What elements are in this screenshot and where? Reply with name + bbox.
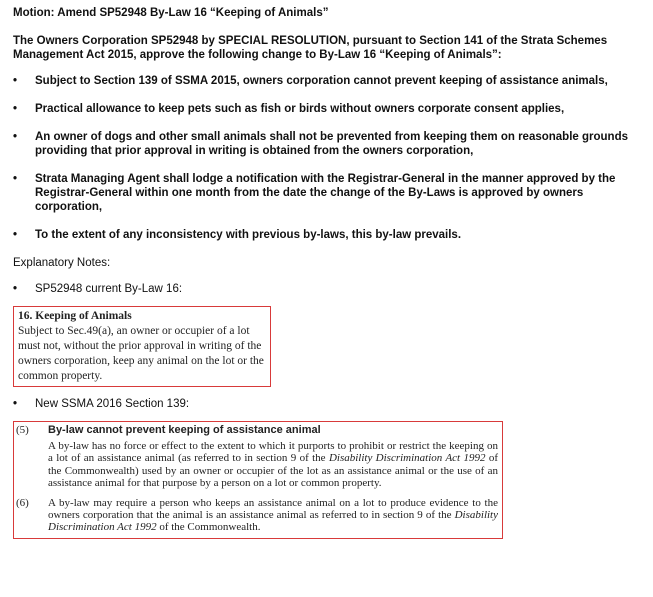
current-bylaw-heading: 16. Keeping of Animals [18,310,132,322]
resolution-text: Practical allowance to keep pets such as fish or birds without owners corporate consent applies, [35,103,565,115]
resolution-text: An owner of dogs and other small animals shall not be prevented from keeping them on reasonable grounds providing that prior approval in writing is obtained from the owners corporation, [35,131,628,157]
bullet-icon: • [13,229,18,241]
clause-text [48,497,498,534]
bullet-icon: • [13,75,18,87]
clause-text [48,440,498,489]
notes-list [13,282,643,296]
document-page [13,6,643,539]
resolution-text: Strata Managing Agent shall lodge a notification with the Registrar-General in the manner approved by the Registrar-General within one month from the date the change of the By-Laws is approved by owners corporation, [35,173,616,213]
resolution-intro: The Owners Corporation SP52948 by SPECIAL RESOLUTION, pursuant to Section 141 of the Strata Schemes Management Act 2015, approve the following change to By-Law 16 “Keeping of Animals”: [13,35,608,61]
bullet-icon: • [13,283,18,295]
note-text: SP52948 current By-Law 16: [35,283,183,295]
bullet-icon: • [13,398,18,410]
clause-number: (6) [16,497,29,510]
note-item [13,282,643,296]
clause-text-part: of the Commonwealth) used by an owner or occupier of the lot as an assistance animal or the use of an assistance animal for that purpose by a person on a lot or common property. [48,452,498,489]
clause-number: (5) [16,424,29,436]
resolution-list [13,74,643,242]
resolution-item [13,228,643,242]
notes-list [13,397,643,411]
motion-title: Motion: Amend SP52948 By-Law 16 “Keeping of Animals” [13,7,329,19]
clause-text-part: A by-law may require a person who keeps an assistance animal on a lot to produce evidence to the owners corporation that the animal is an assistance animal as referred to in section 9 of the [48,497,498,522]
resolution-item [13,130,643,158]
note-text: New SSMA 2016 Section 139: [35,398,190,410]
current-bylaw-text: Subject to Sec.49(a), an owner or occupier of a lot must not, without the prior approval in writing of the owners corporation, keep any animal on the lot or the common property. [18,325,264,382]
bullet-icon: • [13,103,18,115]
current-bylaw-excerpt [13,306,271,387]
clause-text-part: of the Commonwealth. [156,521,261,534]
clause-body [48,497,498,534]
act-name: Disability Discrimination Act 1992 [328,452,486,465]
clause-body [48,424,498,489]
resolution-item [13,74,643,88]
clause-heading: By-law cannot prevent keeping of assistance animal [48,424,321,436]
clause-text-part: A by-law has no force or effect to the extent to which it purports to prohibit or restrict the keeping on a lot of an assistance animal (as referred to in section 9 of the [48,440,498,465]
ssma-section-139-excerpt [13,421,503,539]
ssma-clause-5 [16,424,498,489]
resolution-text: Subject to Section 139 of SSMA 2015, owners corporation cannot prevent keeping of assistance animals, [35,75,608,87]
bullet-icon: • [13,173,18,185]
resolution-item [13,102,643,116]
resolution-text: To the extent of any inconsistency with previous by-laws, this by-law prevails. [35,229,462,241]
bullet-icon: • [13,131,18,143]
act-name: Disability Discrimination Act 1992 [48,509,498,534]
resolution-item [13,172,643,214]
ssma-clause-6 [16,497,498,534]
note-item [13,397,643,411]
explanatory-notes-label: Explanatory Notes: [13,257,111,269]
